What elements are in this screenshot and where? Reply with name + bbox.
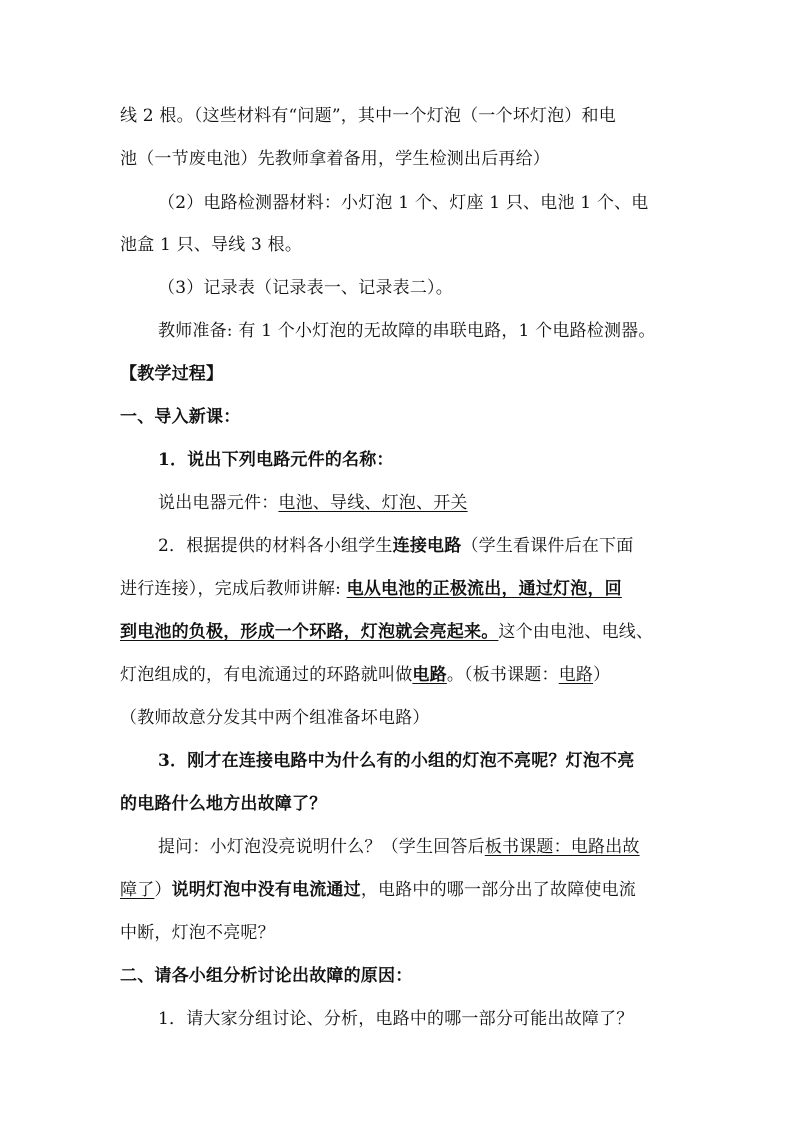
underlined-text: 板书课题：电路出故 [484,837,640,857]
section-heading: 【教学过程】 [120,364,224,384]
bold-underlined-text: 电从电池的正极流出，通过灯泡，回 [346,579,622,599]
paragraph-line: 1．请大家分组讨论、分析，电路中的哪一部分可能出故障了？ [158,1009,634,1029]
underlined-text: 障了 [120,880,155,900]
paragraph-line: （2）电路检测器材料：小灯泡 1 个、灯座 1 只、电池 1 个、电 [158,193,649,213]
underlined-text: 电池、导线、灯泡、开关 [278,493,468,513]
paragraph-line: 线 2 根。（这些材料有“问题”，其中一个灯泡（一个坏灯泡）和电 [120,106,616,126]
item-heading: 的电路什么地方出故障了？ [120,794,327,814]
paragraph-line: 障了）说明灯泡中没有电流通过，电路中的哪一部分出了故障使电流 [120,880,637,900]
paragraph-line: 2．根据提供的材料各小组学生连接电路（学生看课件后在下面 [158,536,634,556]
section-heading: 一、导入新课： [120,407,241,427]
paragraph-line: 灯泡组成的，有电流通过的环路就叫做电路。（板书课题：电路） [120,665,611,685]
underlined-text: 电路 [558,665,594,685]
item-heading: 1．说出下列电路元件的名称： [158,450,394,470]
paragraph-line: 池盒 1 只、导线 3 根。 [120,235,303,255]
item-heading: 3．刚才在连接电路中为什么有的小组的灯泡不亮呢？灯泡不亮 [158,751,635,771]
bold-text: 连接电路 [392,536,462,556]
paragraph-line: 到电池的负极，形成一个环路，灯泡就会亮起来。这个由电池、电线、 [120,622,654,642]
bold-text: 说明灯泡中没有电流通过 [171,880,361,900]
paragraph-line: 池（一节废电池）先教师拿着备用，学生检测出后再给） [120,149,550,169]
paragraph-line: 中断，灯泡不亮呢？ [120,923,275,943]
paragraph-line: 进行连接），完成后教师讲解: 电从电池的正极流出，通过灯泡，回 [120,579,622,599]
paragraph-line: 说出电器元件：电池、导线、灯泡、开关 [158,493,468,513]
bold-underlined-text: 到电池的负极，形成一个环路，灯泡就会亮起来。 [120,622,499,642]
paragraph-line: （教师故意分发其中两个组准备坏电路） [120,708,430,728]
bold-underlined-text: 电路 [412,665,447,685]
section-heading: 二、请各小组分析讨论出故障的原因： [120,966,413,986]
paragraph-line: （3）记录表（记录表一、记录表二）。 [158,278,453,298]
paragraph-line: 提问：小灯泡没亮说明什么？（学生回答后板书课题：电路出故 [158,837,640,857]
paragraph-line: 教师准备: 有 1 个小灯泡的无故障的串联电路，1 个电路检测器。 [158,321,656,341]
